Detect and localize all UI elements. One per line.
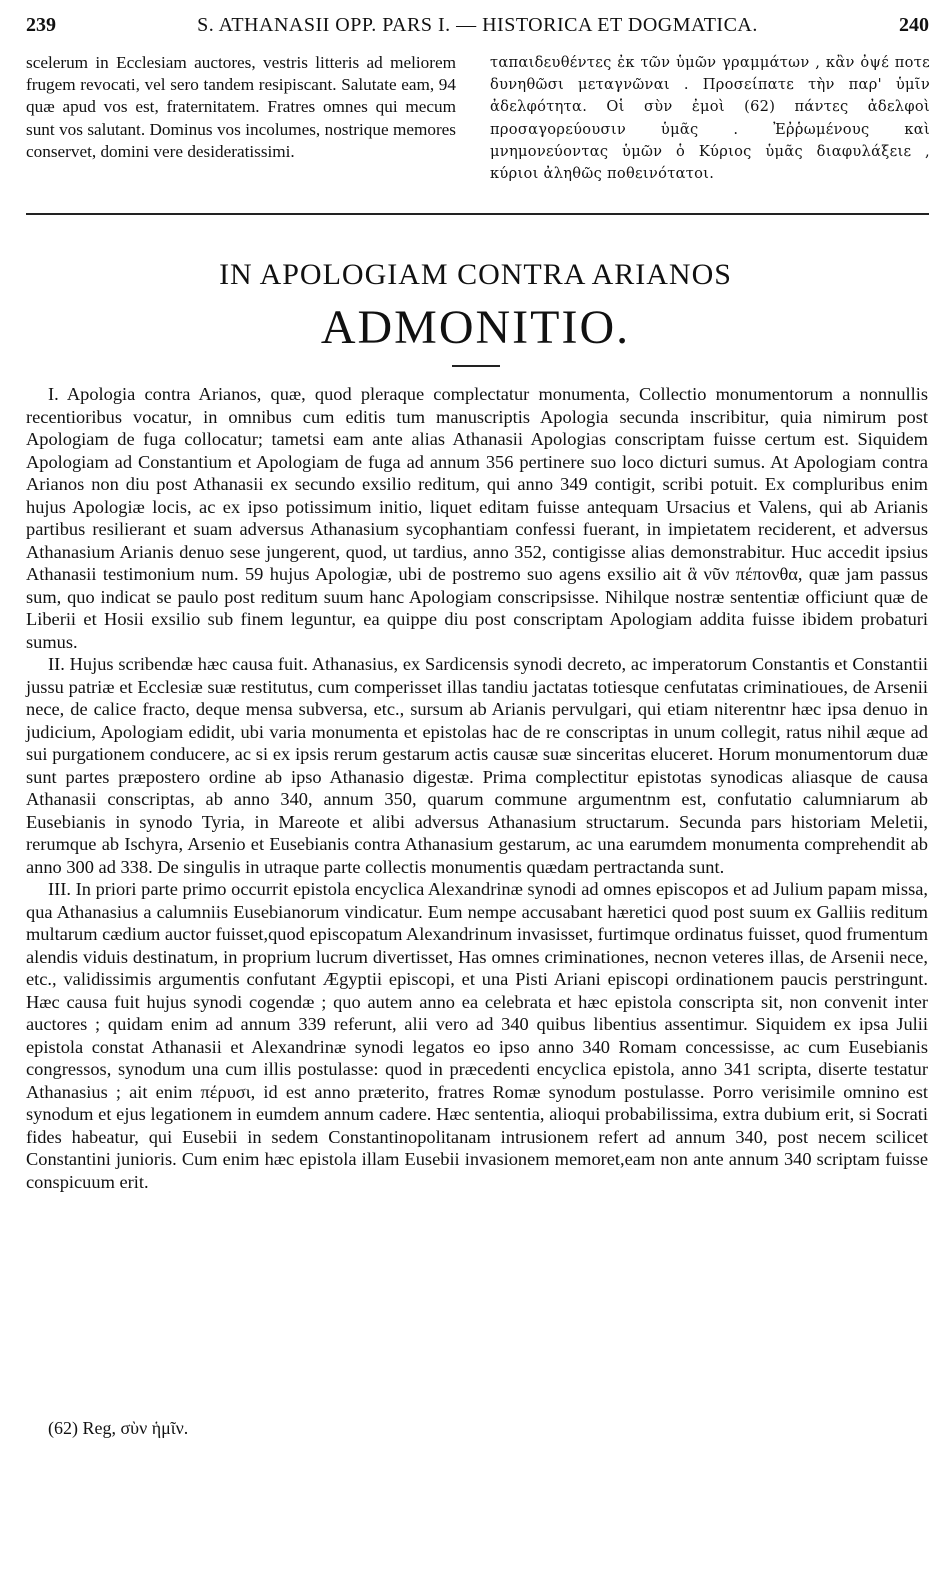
page-number-right: 240 <box>899 14 929 36</box>
paragraph-1: I. Apologia contra Arianos, quæ, quod pleraque complectatur monumenta, Collectio monumentorum a nonnullis recentioribus vocatur, in omnibus cum editis tum manuscriptis Apologia secunda inscribitur, quia nimirum post Apologiam de fuga collocatur; tametsi eam ante alias Athanasii Apologias conscriptam fuisse certum est. Siquidem Apologiam ad Constantium et Apologiam de fuga ad annum 356 pertinere suo loco dicturi sumus. At Apologiam contra Arianos non diu post Athanasii ex secundo exsilio reditum, qui anno 349 contigit, scribi potuit. Ex compluribus enim hujus Apologiæ locis, ac ex ipso potissimum initio, liquet editam fuisse antequam Ursacius et Valens, qui ab Arianis partibus resilierant et suam adversus Athanasium sycophantiam confessi fuerant, in impietatem reciderent, et adversus Athanasium Arianis denuo sese jungerent, quod, ut tardius, anno 352, contigisse alias demonstrabitur. Huc accedit ipsius Athanasii testimonium num. 59 hujus Apologiæ, ubi de postremo suo agens exsilio ait ἃ νῦν πέπονθα, quæ jam passus sum, quo indicat se paulo post reditum suum hanc Apologiam conscripsisse. Nihilque nostræ sententiæ officiunt quæ de Liberii et Hosii exsilio sub finem leguntur, ea quippe diu post conscriptam Apologiam addita fuisse ibidem probaturi sumus. <box>26 384 928 652</box>
paragraph-3: III. In priori parte primo occurrit epistola encyclica Alexandrinæ synodi ad omnes episcopos et ad Julium papam missa, qua Athanasius a calumniis Eusebianorum vindicatur. Eum nempe accusabant hæretici quod post suum ex Galliis reditum multarum cædium auctor fuisset,quod episcopatum Alexandrinum invasisset, furtimque ordinatus fuisset, quod frumentum alendis viduis destinatum, in proprium lucrum divertisset, Has omnes criminationes, necnon veteres illas, de Arsenii nece, etc., validissimis argumentis confutant Ægyptii episcopi, et una Pisti Ariani episcopi ordinationem paucis perstringunt. Hæc causa fuit hujus synodi cogendæ ; quo autem anno ea celebrata et hæc epistola conscripta sit, non convenit inter auctores ; quidam enim ad annum 339 referunt, alii vero ad 340 quibus libentius assentimur. Siquidem ex ipsa Julii epistola constat Athanasii et Alexandrinæ synodi legatos eo ipso anno 340 Romam concessisse, ac cum Eusebianis congressos, synodum una cum illis postulasse: quod in præcedenti encyclica epistola, anno 341 scripta, diserte testatur Athanasius ; ait enim πέρυσι, id est anno præterito, fratres Romæ synodum postulasse. Porro verisimile omnino est synodum et ejus legationem in eumdem annum cadere. Hæc sententia, alioqui probabilissima, extra dubium erit, si Socrati fides habeatur, qui Eusebii in sedem Constantinopolitanam intrusionem refert ad annum 340, post necem scilicet Constantini junioris. Cum enim hæc epistola illam Eusebii invasionem memoret,eam non ante annum 340 scriptam fuisse conspicuum erit. <box>26 879 929 1192</box>
running-header <box>26 14 929 42</box>
latin-column-top: scelerum in Ecclesiam auctores, vestris litteris ad meliorem frugem revocati, vel sero tandem resipiscant. Salutate eam, 94 quæ apud vos est, fraternitatem. Fratres omnes qui mecum sunt vos salutant. Dominus vos incolumes, nostrique memores conservet, domini vere desideratissimi. <box>26 53 456 161</box>
section-title: IN APOLOGIAM CONTRA ARIANOS <box>219 258 732 291</box>
footnote: (62) Reg, σὺν ἡμῖν. <box>48 1418 189 1438</box>
section-subtitle: ADMONITIO. <box>320 301 631 354</box>
running-title: S. ATHANASII OPP. PARS I. — HISTORICA ET DOGMATICA. <box>197 14 758 36</box>
title-underline <box>452 365 500 367</box>
paragraph-2: II. Hujus scribendæ hæc causa fuit. Athanasius, ex Sardicensis synodi decreto, ac imperatorum Constantis et Constantii jussu patriæ et Ecclesiæ suæ restitutus, cum comperisset illas tandiu jactatas totiesque cenfutatas criminatioues, de Arsenii nece, de calice fracto, deque mensa subversa, etc., sursum ab Arianis pervulgari, qui etiam niterentnr hæc ipsa denuo in judicium, Apologiam edidit, ubi varia monumenta et epistolas hac de re conscriptas in unum collegit, ratus nihil æque ad sui purgationem conducere, ac si ex ipsis rerum gestarum actis causæ suæ sinceritas eluceret. Horum monumentorum duæ sunt partes præpostero ordine ab ipso Athanasio digestæ. Prima complectitur epistotas synodicas aliasque de causa Athanasii conscriptas, ab anno 340, annum 350, quarum commune argumentnm est, confutatio calumniarum ab Eusebianis in synodo Tyria, in Mareote et alibi adversus Athanasium structarum. Secunda pars historiam Meletii, rerumque ab Ischyra, Arsenio et Eusebianis contra Athanasium gestarum, ac una earumdem monumenta comprehendit ab anno 300 ad 338. De singulis in utraque parte collectis monumentis quædam pertractanda sunt. <box>26 654 928 877</box>
section-divider <box>26 213 929 215</box>
page-number-left: 239 <box>26 14 56 36</box>
admonitio-body <box>26 383 928 1193</box>
greek-column-top: ταπαιδευθέντες ἐκ τῶν ὑμῶν γραμμάτων , κἂν ὀψέ ποτε δυνηθῶσι μεταγνῶναι . Προσείπατε τὴν παρ' ὑμῖν ἀδελφότητα. Οἱ σὺν ἐμοὶ (62) πάντες ἀδελφοὶ προσαγορεύουσιν ὑμᾶς . Ἐῤῥωμένους καὶ μνημονεύοντας ὑμῶν ὁ Κύριος ὑμᾶς διαφυλάξειε , κύριοι ἀληθῶς ποθεινότατοι. <box>490 54 930 183</box>
